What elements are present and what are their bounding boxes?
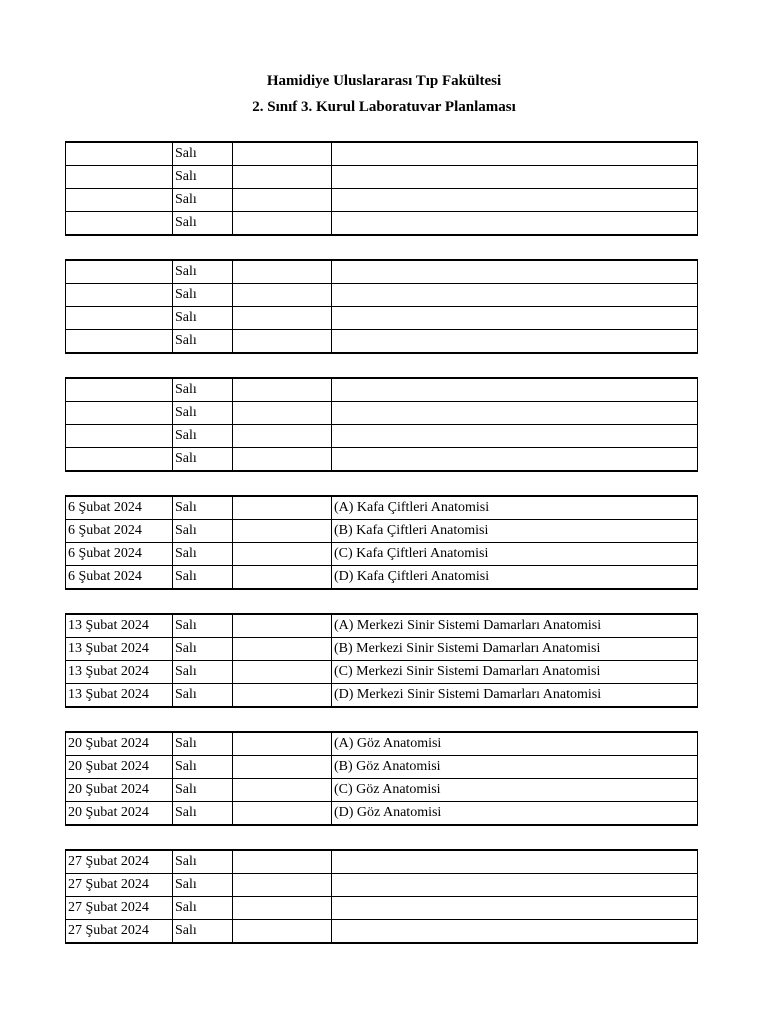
- date-cell: [66, 402, 173, 425]
- table-row: [66, 684, 698, 708]
- topic-cell: [332, 212, 698, 236]
- extra-cell: [233, 448, 332, 472]
- date-cell: 13 Şubat 2024: [66, 638, 173, 661]
- date-cell: [66, 378, 173, 402]
- table-row: [66, 448, 698, 472]
- extra-cell: [233, 189, 332, 212]
- day-cell: Salı: [173, 260, 233, 284]
- day-cell: Salı: [173, 566, 233, 590]
- date-cell: [66, 212, 173, 236]
- extra-cell: [233, 307, 332, 330]
- day-cell: Salı: [173, 189, 233, 212]
- topic-cell: (A) Merkezi Sinir Sistemi Damarları Anatomisi: [332, 614, 698, 638]
- date-cell: [66, 284, 173, 307]
- topic-cell: [332, 378, 698, 402]
- topic-cell: (D) Kafa Çiftleri Anatomisi: [332, 566, 698, 590]
- schedule-table: [65, 259, 698, 354]
- table-row: [66, 378, 698, 402]
- day-cell: Salı: [173, 920, 233, 944]
- extra-cell: [233, 543, 332, 566]
- table-row: [66, 330, 698, 354]
- date-cell: 20 Şubat 2024: [66, 756, 173, 779]
- date-cell: 20 Şubat 2024: [66, 779, 173, 802]
- day-cell: Salı: [173, 378, 233, 402]
- document-header: [0, 68, 768, 120]
- date-cell: 6 Şubat 2024: [66, 543, 173, 566]
- schedule-table: [65, 849, 698, 944]
- topic-cell: [332, 850, 698, 874]
- document-subtitle: 2. Sınıf 3. Kurul Laboratuvar Planlaması: [252, 99, 516, 115]
- topic-cell: [332, 425, 698, 448]
- day-cell: Salı: [173, 779, 233, 802]
- day-cell: Salı: [173, 142, 233, 166]
- table-row: [66, 212, 698, 236]
- table-row: [66, 402, 698, 425]
- table-row: [66, 661, 698, 684]
- table-row: [66, 425, 698, 448]
- topic-cell: [332, 874, 698, 897]
- extra-cell: [233, 496, 332, 520]
- table-row: [66, 920, 698, 944]
- table-row: [66, 142, 698, 166]
- schedule-table: [65, 141, 698, 236]
- extra-cell: [233, 142, 332, 166]
- extra-cell: [233, 284, 332, 307]
- date-cell: 13 Şubat 2024: [66, 661, 173, 684]
- extra-cell: [233, 850, 332, 874]
- day-cell: Salı: [173, 448, 233, 472]
- day-cell: Salı: [173, 684, 233, 708]
- day-cell: Salı: [173, 496, 233, 520]
- date-cell: [66, 425, 173, 448]
- extra-cell: [233, 732, 332, 756]
- extra-cell: [233, 661, 332, 684]
- topic-cell: (C) Kafa Çiftleri Anatomisi: [332, 543, 698, 566]
- date-cell: [66, 166, 173, 189]
- day-cell: Salı: [173, 661, 233, 684]
- table-row: [66, 732, 698, 756]
- topic-cell: (C) Merkezi Sinir Sistemi Damarları Anatomisi: [332, 661, 698, 684]
- extra-cell: [233, 920, 332, 944]
- extra-cell: [233, 425, 332, 448]
- date-cell: 13 Şubat 2024: [66, 614, 173, 638]
- day-cell: Salı: [173, 520, 233, 543]
- topic-cell: [332, 189, 698, 212]
- topic-cell: [332, 142, 698, 166]
- day-cell: Salı: [173, 614, 233, 638]
- date-cell: 6 Şubat 2024: [66, 520, 173, 543]
- topic-cell: [332, 920, 698, 944]
- date-cell: [66, 260, 173, 284]
- topic-cell: [332, 897, 698, 920]
- table-row: [66, 638, 698, 661]
- extra-cell: [233, 756, 332, 779]
- table-row: [66, 756, 698, 779]
- table-row: [66, 614, 698, 638]
- date-cell: [66, 142, 173, 166]
- day-cell: Salı: [173, 732, 233, 756]
- date-cell: 27 Şubat 2024: [66, 920, 173, 944]
- schedule-table: [65, 377, 698, 472]
- topic-cell: (B) Kafa Çiftleri Anatomisi: [332, 520, 698, 543]
- extra-cell: [233, 520, 332, 543]
- extra-cell: [233, 638, 332, 661]
- table-row: [66, 850, 698, 874]
- day-cell: Salı: [173, 638, 233, 661]
- table-row: [66, 307, 698, 330]
- table-row: [66, 496, 698, 520]
- schedule-table: [65, 613, 698, 708]
- extra-cell: [233, 779, 332, 802]
- extra-cell: [233, 897, 332, 920]
- day-cell: Salı: [173, 212, 233, 236]
- date-cell: 6 Şubat 2024: [66, 566, 173, 590]
- date-cell: [66, 189, 173, 212]
- extra-cell: [233, 166, 332, 189]
- topic-cell: [332, 260, 698, 284]
- day-cell: Salı: [173, 402, 233, 425]
- date-cell: 27 Şubat 2024: [66, 874, 173, 897]
- day-cell: Salı: [173, 756, 233, 779]
- document-title: Hamidiye Uluslararası Tıp Fakültesi: [266, 73, 502, 89]
- extra-cell: [233, 874, 332, 897]
- day-cell: Salı: [173, 543, 233, 566]
- day-cell: Salı: [173, 425, 233, 448]
- topic-cell: [332, 284, 698, 307]
- topic-cell: (D) Göz Anatomisi: [332, 802, 698, 826]
- topic-cell: [332, 448, 698, 472]
- schedule-table: [65, 731, 698, 826]
- topic-cell: [332, 402, 698, 425]
- day-cell: Salı: [173, 307, 233, 330]
- table-row: [66, 897, 698, 920]
- table-row: [66, 284, 698, 307]
- date-cell: 13 Şubat 2024: [66, 684, 173, 708]
- table-row: [66, 802, 698, 826]
- schedule-blocks: [65, 141, 697, 967]
- extra-cell: [233, 566, 332, 590]
- date-cell: 20 Şubat 2024: [66, 802, 173, 826]
- day-cell: Salı: [173, 284, 233, 307]
- table-row: [66, 543, 698, 566]
- extra-cell: [233, 330, 332, 354]
- topic-cell: (B) Merkezi Sinir Sistemi Damarları Anatomisi: [332, 638, 698, 661]
- day-cell: Salı: [173, 897, 233, 920]
- extra-cell: [233, 614, 332, 638]
- table-row: [66, 520, 698, 543]
- table-row: [66, 779, 698, 802]
- table-row: [66, 566, 698, 590]
- topic-cell: (B) Göz Anatomisi: [332, 756, 698, 779]
- topic-cell: [332, 307, 698, 330]
- extra-cell: [233, 402, 332, 425]
- day-cell: Salı: [173, 330, 233, 354]
- topic-cell: (A) Kafa Çiftleri Anatomisi: [332, 496, 698, 520]
- schedule-table: [65, 495, 698, 590]
- date-cell: [66, 448, 173, 472]
- topic-cell: (A) Göz Anatomisi: [332, 732, 698, 756]
- date-cell: [66, 330, 173, 354]
- date-cell: 20 Şubat 2024: [66, 732, 173, 756]
- day-cell: Salı: [173, 166, 233, 189]
- table-row: [66, 189, 698, 212]
- date-cell: [66, 307, 173, 330]
- day-cell: Salı: [173, 874, 233, 897]
- date-cell: 27 Şubat 2024: [66, 897, 173, 920]
- date-cell: 6 Şubat 2024: [66, 496, 173, 520]
- table-row: [66, 260, 698, 284]
- date-cell: 27 Şubat 2024: [66, 850, 173, 874]
- table-row: [66, 874, 698, 897]
- extra-cell: [233, 684, 332, 708]
- extra-cell: [233, 802, 332, 826]
- table-row: [66, 166, 698, 189]
- topic-cell: [332, 166, 698, 189]
- topic-cell: [332, 330, 698, 354]
- topic-cell: (C) Göz Anatomisi: [332, 779, 698, 802]
- extra-cell: [233, 260, 332, 284]
- day-cell: Salı: [173, 850, 233, 874]
- day-cell: Salı: [173, 802, 233, 826]
- extra-cell: [233, 378, 332, 402]
- extra-cell: [233, 212, 332, 236]
- topic-cell: (D) Merkezi Sinir Sistemi Damarları Anatomisi: [332, 684, 698, 708]
